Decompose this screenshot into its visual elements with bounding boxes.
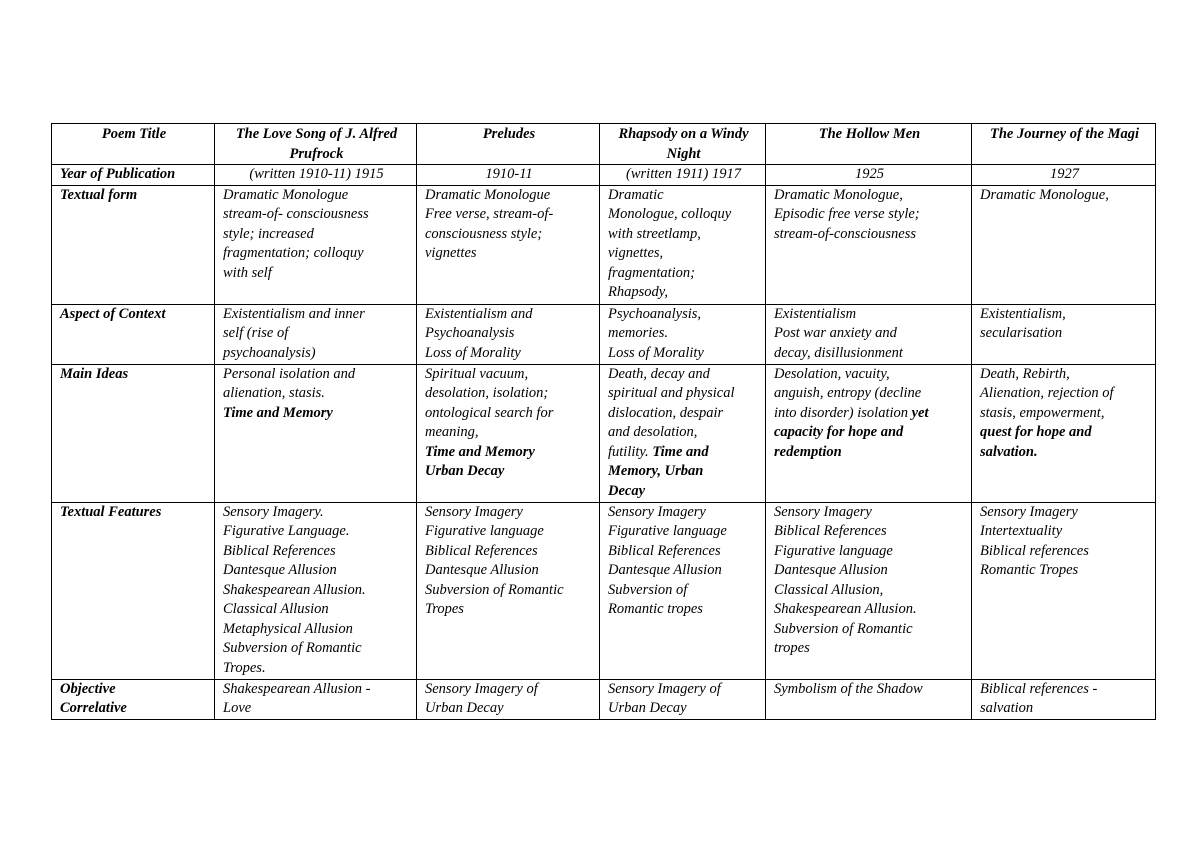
row-label: Aspect of Context xyxy=(52,304,215,364)
cell-line: Dantesque Allusion xyxy=(425,562,539,578)
cell-line: Psychoanalysis xyxy=(425,325,515,341)
cell-line: Tropes. xyxy=(223,659,266,676)
table-cell xyxy=(766,364,972,502)
cell-line: and desolation, xyxy=(608,424,698,440)
cell-line: Urban Decay xyxy=(425,700,504,716)
cell-line: Sensory Imagery xyxy=(608,503,706,520)
cell-line: Biblical references - xyxy=(980,680,1098,697)
cell-line: Existentialism and xyxy=(425,305,533,322)
cell-line: Post war anxiety and xyxy=(774,325,897,341)
table-row xyxy=(52,165,1156,186)
table-cell xyxy=(417,679,600,719)
row-label: Textual form xyxy=(52,185,215,304)
cell-line: Dramatic Monologue xyxy=(425,186,551,203)
table-cell: 1925 xyxy=(766,165,972,186)
table-cell xyxy=(600,364,766,502)
table-cell xyxy=(766,185,972,304)
cell-line: Subversion of Romantic xyxy=(774,620,913,637)
cell-line-bold: capacity for hope and xyxy=(774,424,904,440)
table-cell xyxy=(417,304,600,364)
cell-line: Rhapsody, xyxy=(608,284,669,300)
cell-line: Romantic Tropes xyxy=(980,562,1079,578)
cell-line: Shakespearean Allusion - xyxy=(223,680,371,697)
table-cell xyxy=(766,679,972,719)
cell-text-bold: Time and xyxy=(652,443,709,460)
cell-line: Symbolism of the Shadow xyxy=(774,680,923,697)
cell-line: stasis, empowerment, xyxy=(980,404,1105,421)
header-cell: The Love Song of J. Alfred Prufrock xyxy=(215,124,417,165)
cell-line: meaning, xyxy=(425,424,479,440)
cell-line: Dantesque Allusion xyxy=(223,562,337,578)
table-cell: 1927 xyxy=(972,165,1156,186)
cell-line: Classical Allusion xyxy=(223,601,329,617)
cell-line: Biblical References xyxy=(774,523,887,539)
row-label: Main Ideas xyxy=(52,364,215,502)
cell-line: Romantic tropes xyxy=(608,601,703,617)
cell-line: Dramatic Monologue, xyxy=(774,186,903,203)
table-row xyxy=(52,364,1156,502)
cell-line: Death, decay and xyxy=(608,365,710,382)
cell-line: memories. xyxy=(608,325,669,341)
cell-line-bold: Decay xyxy=(608,482,646,499)
cell-line: Free verse, stream-of- xyxy=(425,206,554,222)
cell-line-bold: Urban Decay xyxy=(425,463,505,479)
cell-line: Dantesque Allusion xyxy=(608,562,722,578)
table-cell xyxy=(766,502,972,679)
cell-line: Dramatic Monologue xyxy=(223,186,349,203)
cell-line: Alienation, rejection of xyxy=(980,385,1114,401)
cell-line: Spiritual vacuum, xyxy=(425,365,529,382)
cell-text-bold: yet xyxy=(911,404,929,421)
cell-line: salvation xyxy=(980,700,1034,716)
cell-line-mixed xyxy=(608,443,759,463)
cell-line: Sensory Imagery. xyxy=(223,503,324,520)
table-row xyxy=(52,185,1156,304)
header-cell: Preludes xyxy=(417,124,600,165)
cell-line: secularisation xyxy=(980,325,1063,341)
cell-line: Dantesque Allusion xyxy=(774,562,888,578)
table-cell xyxy=(972,364,1156,502)
cell-line: Episodic free verse style; xyxy=(774,206,920,222)
cell-line: Shakespearean Allusion. xyxy=(774,601,917,617)
header-cell: The Hollow Men xyxy=(766,124,972,165)
table-cell xyxy=(972,304,1156,364)
cell-line: Existentialism, xyxy=(980,305,1066,322)
cell-line: Figurative language xyxy=(425,523,544,539)
cell-line: Biblical references xyxy=(980,542,1089,559)
table-header-row xyxy=(52,124,1156,165)
row-label-line: Objective xyxy=(60,680,116,697)
cell-line: Personal isolation and xyxy=(223,365,356,382)
cell-line: Sensory Imagery of xyxy=(608,680,721,697)
cell-line: stream-of- consciousness xyxy=(223,206,369,222)
table-cell xyxy=(972,679,1156,719)
table-cell xyxy=(600,679,766,719)
table-cell xyxy=(215,364,417,502)
cell-line: Urban Decay xyxy=(608,700,687,716)
cell-line: Subversion of xyxy=(608,581,688,598)
row-label-line: Correlative xyxy=(60,700,127,716)
cell-line-bold: Time and Memory xyxy=(425,443,535,460)
cell-line: Desolation, vacuity, xyxy=(774,365,890,382)
cell-line: with self xyxy=(223,264,272,281)
cell-line: fragmentation; colloquy xyxy=(223,245,364,261)
cell-line: with streetlamp, xyxy=(608,225,701,242)
table-cell: 1910-11 xyxy=(417,165,600,186)
cell-line: Biblical References xyxy=(425,542,538,559)
cell-line: Loss of Morality xyxy=(608,344,704,361)
cell-line: Subversion of Romantic xyxy=(223,640,362,656)
cell-line: Intertextuality xyxy=(980,523,1063,539)
table-cell xyxy=(215,185,417,304)
cell-text: futility. xyxy=(608,443,653,460)
header-cell: Rhapsody on a Windy Night xyxy=(600,124,766,165)
cell-line: dislocation, despair xyxy=(608,404,724,421)
cell-line: ontological search for xyxy=(425,404,554,421)
cell-line: Biblical References xyxy=(223,542,336,559)
cell-line-mixed xyxy=(774,404,965,424)
cell-line: spiritual and physical xyxy=(608,385,735,401)
cell-line: vignettes, xyxy=(608,245,664,261)
cell-line: Metaphysical Allusion xyxy=(223,620,353,637)
cell-line: Existentialism xyxy=(774,305,857,322)
table-cell xyxy=(417,185,600,304)
cell-line: Existentialism and inner xyxy=(223,305,365,322)
header-cell: The Journey of the Magi xyxy=(972,124,1156,165)
cell-line: Subversion of Romantic xyxy=(425,581,564,598)
cell-line: Figurative language xyxy=(774,542,893,559)
cell-line: Shakespearean Allusion. xyxy=(223,581,366,598)
poem-comparison-table xyxy=(51,123,1156,720)
cell-line: Sensory Imagery xyxy=(425,503,523,520)
cell-line: decay, disillusionment xyxy=(774,344,903,361)
row-label: Year of Publication xyxy=(52,165,215,186)
row-label xyxy=(52,679,215,719)
table-cell: (written 1911) 1917 xyxy=(600,165,766,186)
table-cell: (written 1910-11) 1915 xyxy=(215,165,417,186)
table-cell xyxy=(972,502,1156,679)
cell-line: Death, Rebirth, xyxy=(980,365,1070,382)
cell-line: consciousness style; xyxy=(425,225,543,242)
table-cell xyxy=(417,364,600,502)
table-row xyxy=(52,679,1156,719)
table-cell xyxy=(972,185,1156,304)
cell-line-bold: Memory, Urban xyxy=(608,463,704,479)
cell-line-bold: quest for hope and xyxy=(980,424,1092,440)
cell-line: Tropes xyxy=(425,601,464,617)
cell-line-bold: redemption xyxy=(774,443,842,460)
table-cell xyxy=(600,185,766,304)
cell-line: style; increased xyxy=(223,225,314,242)
cell-line: desolation, isolation; xyxy=(425,385,549,401)
row-label: Textual Features xyxy=(52,502,215,679)
table-cell xyxy=(600,304,766,364)
cell-line: Sensory Imagery of xyxy=(425,680,538,697)
cell-line-bold: salvation. xyxy=(980,443,1038,460)
table-row xyxy=(52,502,1156,679)
cell-line: Sensory Imagery xyxy=(774,503,872,520)
cell-line: stream-of-consciousness xyxy=(774,225,917,242)
cell-line: Psychoanalysis, xyxy=(608,305,702,322)
cell-line: Loss of Morality xyxy=(425,344,521,361)
table-row xyxy=(52,304,1156,364)
cell-line: Figurative Language. xyxy=(223,523,350,539)
cell-line: alienation, stasis. xyxy=(223,385,325,401)
cell-line: Dramatic xyxy=(608,186,664,203)
cell-line: tropes xyxy=(774,640,810,656)
cell-line: psychoanalysis) xyxy=(223,344,316,361)
cell-line: Sensory Imagery xyxy=(980,503,1078,520)
table-cell xyxy=(600,502,766,679)
cell-line: Biblical References xyxy=(608,542,721,559)
cell-line: Figurative language xyxy=(608,523,727,539)
table-cell xyxy=(215,679,417,719)
cell-line: Monologue, colloquy xyxy=(608,206,732,222)
cell-line: vignettes xyxy=(425,245,477,261)
cell-line: Classical Allusion, xyxy=(774,581,884,598)
table-cell xyxy=(417,502,600,679)
table-cell xyxy=(766,304,972,364)
table-cell xyxy=(215,502,417,679)
cell-line: self (rise of xyxy=(223,325,289,341)
cell-line: anguish, entropy (decline xyxy=(774,385,922,401)
cell-line: fragmentation; xyxy=(608,264,695,281)
cell-line: Love xyxy=(223,700,252,716)
cell-line: Dramatic Monologue, xyxy=(980,186,1109,203)
cell-text: into disorder) isolation xyxy=(774,404,912,421)
table-cell xyxy=(215,304,417,364)
cell-line-bold: Time and Memory xyxy=(223,404,333,421)
header-cell: Poem Title xyxy=(52,124,215,165)
